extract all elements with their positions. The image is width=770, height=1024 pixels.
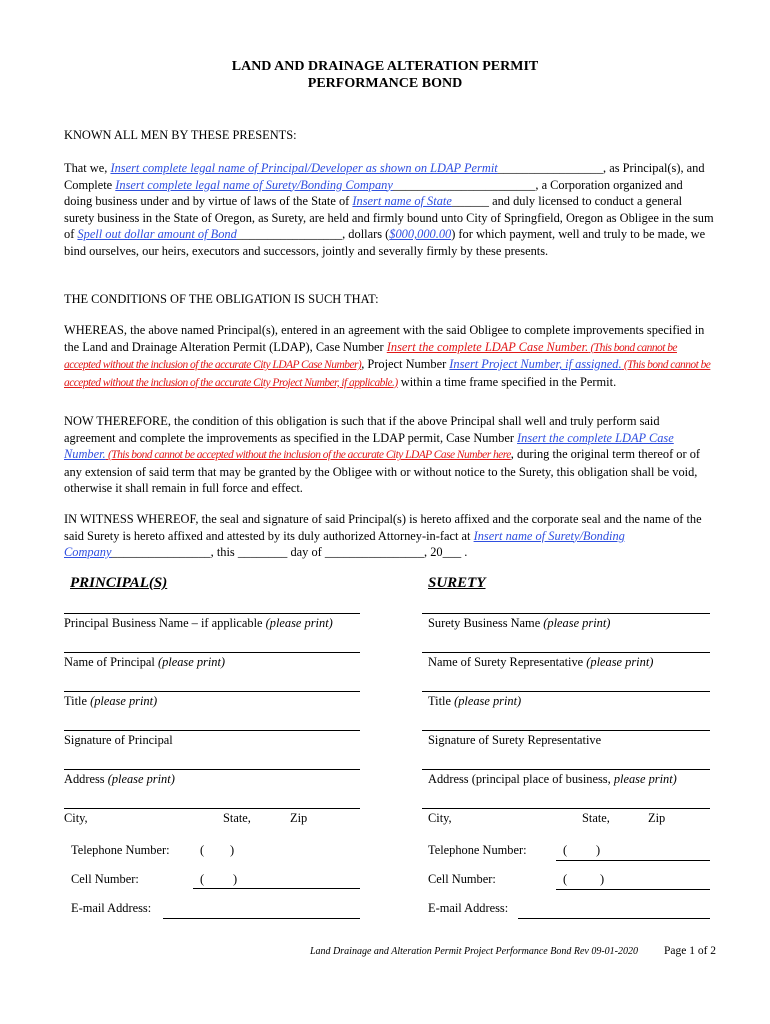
surety-email-line[interactable] bbox=[518, 918, 710, 919]
principal-title-label: Title (please print) bbox=[64, 694, 158, 708]
ldap-case-number-placeholder: Insert the complete LDAP Case Number. bbox=[386, 339, 589, 354]
principal-city-state-zip-line[interactable] bbox=[64, 808, 360, 809]
surety-business-name-line[interactable] bbox=[422, 613, 710, 614]
principal-signature-line[interactable] bbox=[64, 730, 360, 731]
surety-telephone-paren-close: ) bbox=[596, 843, 601, 857]
principal-cell-label: Cell Number: bbox=[71, 872, 139, 886]
surety-signature-label: Signature of Surety Representative bbox=[428, 733, 602, 747]
principal-telephone-label: Telephone Number: bbox=[71, 843, 170, 857]
title-line-1: LAND AND DRAINAGE ALTERATION PERMIT bbox=[231, 59, 539, 74]
surety-heading: SURETY bbox=[428, 575, 486, 591]
para1-text-3: _______________________, a Corporation organized and doing business under and by virtue of laws of the State of bbox=[64, 177, 683, 209]
principal-zip-label: Zip bbox=[290, 811, 308, 825]
surety-title-label: Title (please print) bbox=[428, 694, 522, 708]
surety-email-label: E-mail Address: bbox=[428, 901, 509, 915]
witness-text-1: IN WITNESS WHEREOF, the seal and signature of said Principal(s) is hereto affixed and the corporate seal and the name of the said Surety is hereto affixed and attested by its duly authorized Attorney-in-fact at bbox=[64, 512, 702, 543]
ldap-case-number-warning-2: (This bond cannot be accepted without the inclusion of the accurate City LDAP Case Number here bbox=[105, 449, 511, 462]
surety-city-state-zip-line[interactable] bbox=[422, 808, 710, 809]
para1-text-6: ) for which payment, well and truly to be made, we bind ourselves, our heirs, executors and successors, jointly and severally firmly by these presents. bbox=[64, 227, 706, 258]
principal-cell-line[interactable] bbox=[193, 888, 360, 889]
surety-city-label: City, bbox=[428, 811, 452, 825]
principal-state-label: State, bbox=[223, 811, 251, 825]
whereas-text-2: , Project Number bbox=[361, 357, 450, 372]
surety-cell-paren-close: ) bbox=[600, 872, 605, 886]
principal-name-placeholder: Insert complete legal name of Principal/Developer as shown on LDAP Permit bbox=[110, 161, 498, 175]
principal-city-label: City, bbox=[64, 811, 88, 825]
paragraph-parties bbox=[64, 160, 714, 260]
surety-address-label: Address (principal place of business, please print) bbox=[428, 772, 677, 786]
now-therefore-text-1: NOW THEREFORE, the condition of this obligation is such that if the above Principal shall well and truly perform said agreement and complete the improvements as specified in the LDAP permit, Case Number bbox=[64, 414, 660, 445]
surety-state-label: State, bbox=[582, 811, 610, 825]
principal-name-line[interactable] bbox=[64, 652, 360, 653]
state-name-placeholder: Insert name of State bbox=[352, 194, 452, 209]
surety-cell-label: Cell Number: bbox=[428, 872, 496, 886]
surety-telephone-line[interactable] bbox=[556, 860, 710, 861]
footer-text: Land Drainage and Alteration Permit Project Performance Bond Rev 09-01-2020 bbox=[310, 946, 639, 957]
surety-address-line[interactable] bbox=[422, 769, 710, 770]
principal-telephone-paren-open: ( bbox=[200, 843, 205, 857]
project-number-placeholder: Insert Project Number, if assigned. bbox=[449, 357, 622, 372]
now-therefore-text-2: , during the original term thereof or of any extension of said term that may be granted by the Obligee with or without notice to the Surety, this obligation shall be void, otherwise it shall remain in full force and effect. bbox=[64, 447, 701, 496]
principal-cell-paren-close: ) bbox=[233, 872, 238, 886]
principal-address-label: Address (please print) bbox=[64, 772, 175, 786]
surety-name-placeholder: Insert complete legal name of Surety/Bonding Company bbox=[115, 177, 393, 192]
principal-business-name-label: Principal Business Name – if applicable (please print) bbox=[64, 616, 333, 630]
surety-rep-name-label: Name of Surety Representative (please print) bbox=[428, 655, 654, 669]
surety-company-placeholder: Insert name of Surety/Bonding Company bbox=[64, 528, 625, 560]
principal-cell-paren-open: ( bbox=[200, 872, 205, 886]
surety-business-name-label: Surety Business Name (please print) bbox=[428, 616, 611, 630]
para1-text-5: _________________, dollars ( bbox=[236, 227, 390, 242]
principal-email-label: E-mail Address: bbox=[71, 901, 152, 915]
title-line-2: PERFORMANCE BOND bbox=[307, 76, 463, 91]
para1-text-1: That we, bbox=[64, 161, 111, 175]
whereas-text-3: within a time frame specified in the Permit. bbox=[397, 374, 617, 389]
bond-amount-words-placeholder: Spell out dollar amount of Bond bbox=[77, 227, 237, 242]
witness-text-2: ________________, this ________ day of ________________, 20___ . bbox=[111, 545, 468, 560]
principal-email-line[interactable] bbox=[163, 918, 360, 919]
principal-heading: PRINCIPAL(S) bbox=[70, 575, 168, 591]
bond-amount-number-placeholder: $000,000.00 bbox=[389, 227, 452, 242]
paragraph-witness bbox=[64, 511, 714, 561]
surety-zip-label: Zip bbox=[648, 811, 666, 825]
document-title bbox=[0, 58, 770, 92]
ldap-case-number-warning: (This bond cannot be accepted without the inclusion of the accurate City LDAP Case Number) bbox=[64, 341, 677, 372]
intro-line: KNOWN ALL MEN BY THESE PRESENTS: bbox=[64, 128, 297, 142]
paragraph-whereas bbox=[64, 322, 714, 391]
principal-name-label: Name of Principal (please print) bbox=[64, 655, 226, 669]
para1-text-2: _________________, as Principal(s), and Complete bbox=[64, 161, 705, 192]
principal-title-line[interactable] bbox=[64, 691, 360, 692]
principal-business-name-line[interactable] bbox=[64, 613, 360, 614]
surety-cell-line[interactable] bbox=[556, 889, 710, 890]
whereas-text-1: WHEREAS, the above named Principal(s), entered in an agreement with the said Obligee to complete improvements specified in the Land and Drainage Alteration Permit (LDAP), Case Number bbox=[64, 323, 705, 354]
para1-text-4: ______ and duly licensed to conduct a general surety business in the State of Oregon, as Surety, are held and firmly bound unto City of Springfield, Oregon as Obligee in the sum of bbox=[64, 194, 714, 242]
surety-cell-paren-open: ( bbox=[563, 872, 568, 886]
surety-title-line[interactable] bbox=[422, 691, 710, 692]
principal-address-line[interactable] bbox=[64, 769, 360, 770]
surety-signature-line[interactable] bbox=[422, 730, 710, 731]
project-number-warning: (This bond cannot be accepted without the inclusion of the accurate City Project Number, if applicable.) bbox=[64, 359, 711, 389]
conditions-heading: THE CONDITIONS OF THE OBLIGATION IS SUCH THAT: bbox=[64, 292, 379, 306]
surety-telephone-paren-open: ( bbox=[563, 843, 568, 857]
surety-telephone-label: Telephone Number: bbox=[428, 843, 527, 857]
principal-signature-label: Signature of Principal bbox=[64, 733, 173, 747]
principal-telephone-paren-close: ) bbox=[230, 843, 235, 857]
page-number: Page 1 of 2 bbox=[664, 945, 717, 957]
paragraph-now-therefore bbox=[64, 413, 714, 497]
surety-rep-name-line[interactable] bbox=[422, 652, 710, 653]
ldap-case-number-placeholder-2: Insert the complete LDAP Case Number. bbox=[64, 430, 674, 462]
